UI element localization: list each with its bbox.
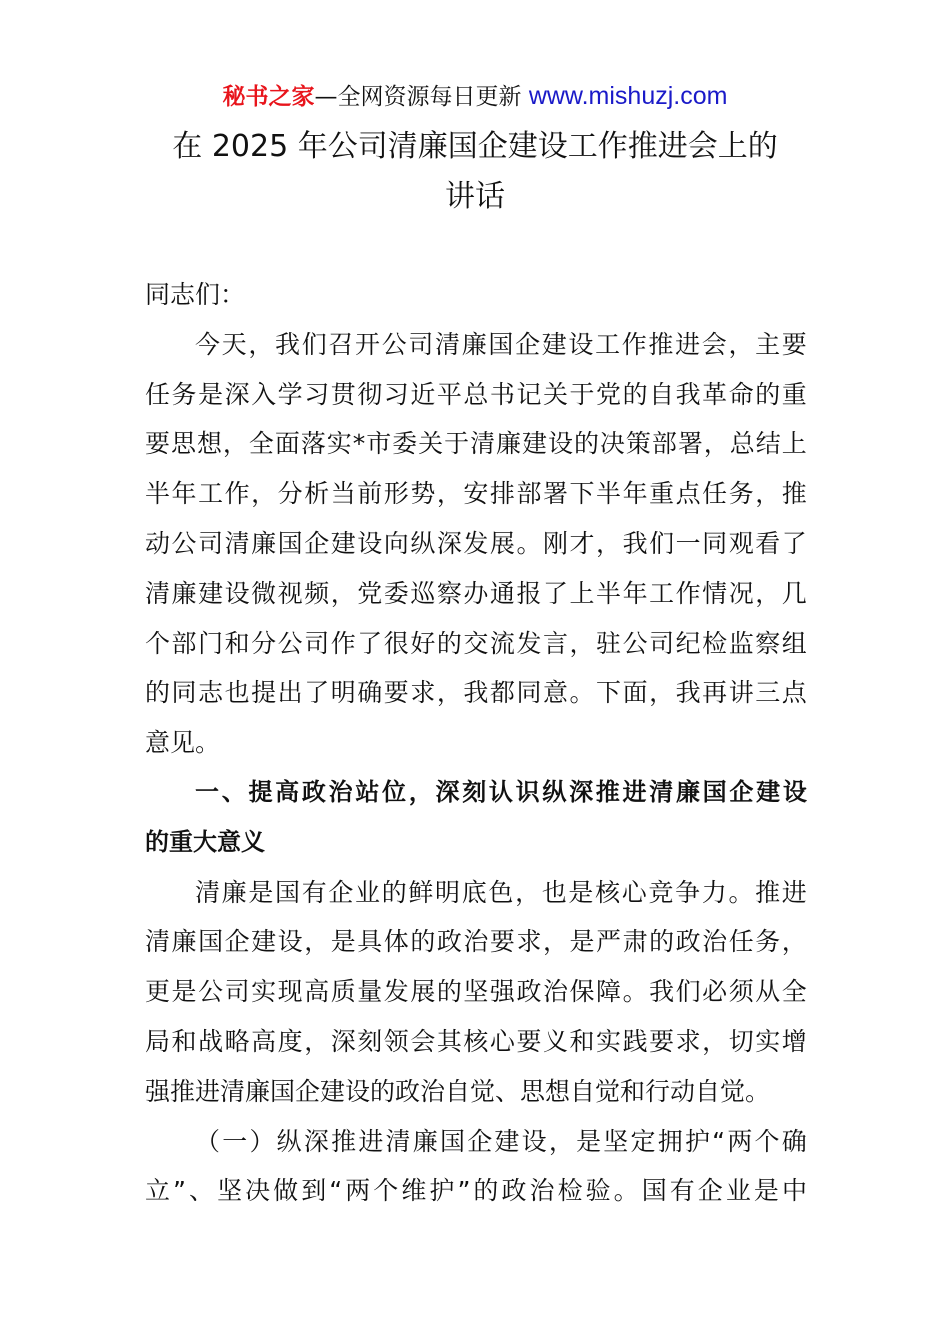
site-url-link[interactable]: www.mishuzj.com bbox=[528, 82, 728, 110]
paragraph-line: 的 同 志 也 提 出 了 明 确 要 求 ， 我 都 同 意 。 下 面 ， 我 再 讲 三 点 bbox=[145, 678, 807, 708]
brand-name: 秘书之家 bbox=[222, 84, 315, 110]
paragraph-line: 动 公 司 清 廉 国 企 建 设 向 纵 深 发 展 。 刚 才 ， 我 们 一 同 观 看 了 bbox=[145, 528, 807, 558]
paragraph-line: 清 廉 国 企 建 设 ， 是 具 体 的 政 治 要 求 ， 是 严 肃 的 政 治 任 务 ， bbox=[145, 927, 807, 957]
paragraph-line: 清 廉 建 设 微 视 频 ， 党 委 巡 察 办 通 报 了 上 半 年 工 作 情 况 ， 几 bbox=[145, 578, 807, 608]
paragraph-line: 清 廉 是 国 有 企 业 的 鲜 明 底 色 ， 也 是 核 心 竞 争 力 。 推 进 bbox=[195, 877, 807, 907]
document-title bbox=[0, 122, 950, 222]
paragraph-line: 意见。 bbox=[145, 728, 221, 758]
paragraph-line: 同志们： bbox=[145, 280, 246, 309]
paragraph-line: 半 年 工 作 ， 分 析 当 前 形 势 ， 安 排 部 署 下 半 年 重 点 任 务 ， 推 bbox=[145, 479, 807, 509]
section-heading-line: 一 、 提 高 政 治 站 位 ， 深 刻 认 识 纵 深 推 进 清 廉 国 企 建 设 bbox=[195, 777, 807, 806]
site-banner bbox=[0, 80, 950, 113]
paragraph-line: 今 天 ， 我 们 召 开 公 司 清 廉 国 企 建 设 工 作 推 进 会 ， 主 要 bbox=[195, 329, 807, 359]
paragraph-line: 更 是 公 司 实 现 高 质 量 发 展 的 坚 强 政 治 保 障 。 我 们 必 须 从 全 bbox=[145, 977, 807, 1007]
title-line-1: 在 2025 年公司清廉国企建设工作推进会上的 bbox=[172, 129, 778, 164]
paragraph-line: 个 部 门 和 分 公 司 作 了 很 好 的 交 流 发 言 ， 驻 公 司 纪 检 监 察 组 bbox=[145, 628, 807, 658]
paragraph-line: 局 和 战 略 高 度 ， 深 刻 领 会 其 核 心 要 义 和 实 践 要 求 ， 切 实 增 bbox=[145, 1026, 807, 1056]
paragraph-line: 强推进清廉国企建设的政治自觉、思想自觉和行动自觉。 bbox=[145, 1076, 771, 1106]
title-line-2: 讲话 bbox=[445, 179, 505, 214]
banner-tagline: —全网资源每日更新 bbox=[314, 84, 529, 110]
document-body bbox=[145, 270, 807, 1216]
section-heading-line: 的重大意义 bbox=[145, 827, 265, 856]
paragraph-line: 任 务 是 深 入 学 习 贯 彻 习 近 平 总 书 记 关 于 党 的 自 我 革 命 的 重 bbox=[145, 379, 807, 409]
paragraph-line: 立 ” 、 坚 决 做 到 “ 两 个 维 护 ” 的 政 治 检 验 。 国 有 企 业 是 中 bbox=[145, 1176, 807, 1206]
paragraph-line: （ 一 ） 纵 深 推 进 清 廉 国 企 建 设 ， 是 坚 定 拥 护 “ 两 个 确 bbox=[195, 1126, 807, 1156]
paragraph-line: 要 思 想 ， 全 面 落 实 * 市 委 关 于 清 廉 建 设 的 决 策 部 署 ， 总 结 上 bbox=[145, 429, 807, 459]
